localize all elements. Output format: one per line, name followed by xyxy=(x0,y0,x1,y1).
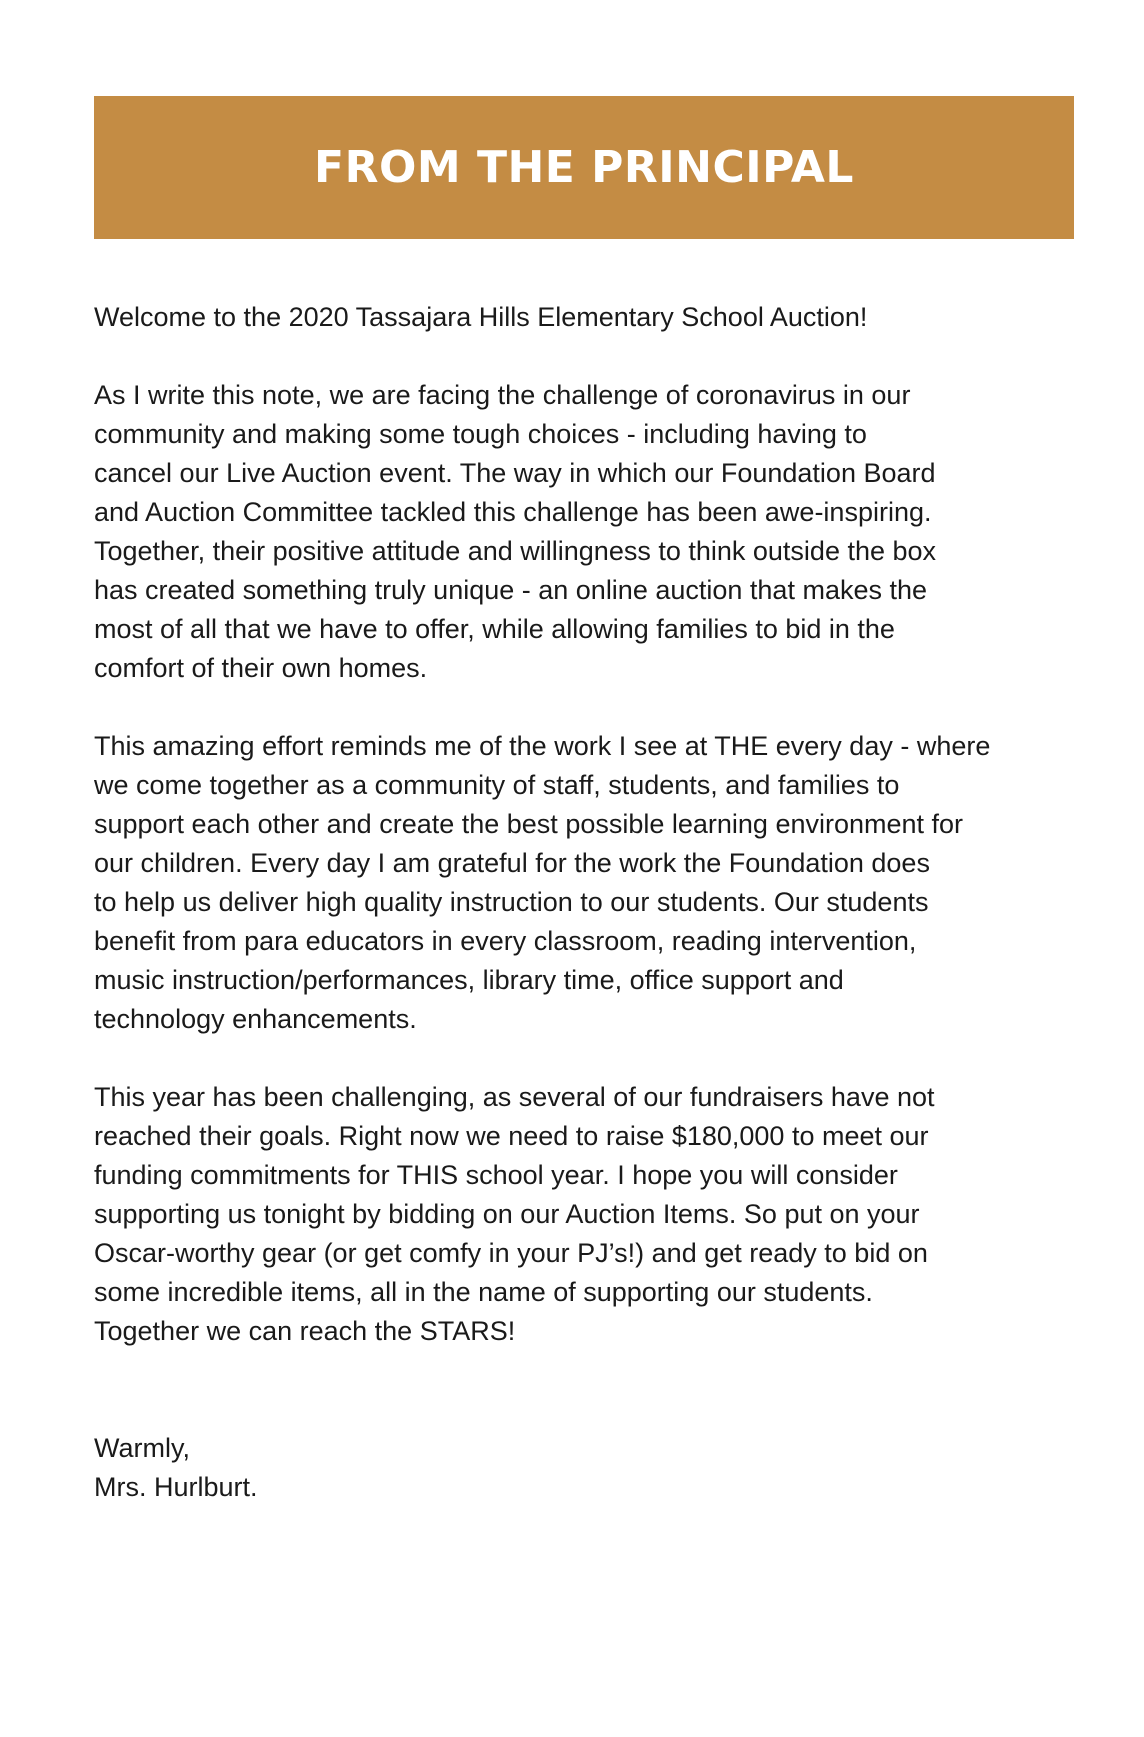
paragraph-line: our children. Every day I am grateful for the work the Foundation does xyxy=(94,848,930,878)
header-banner xyxy=(94,96,1074,239)
paragraph-line: support each other and create the best possible learning environment for xyxy=(94,809,964,839)
paragraph-line: most of all that we have to offer, while allowing families to bid in the xyxy=(94,614,895,644)
paragraph-line: funding commitments for THIS school year. I hope you will consider xyxy=(94,1160,898,1190)
paragraph-line: and Auction Committee tackled this challenge has been awe-inspiring. xyxy=(94,497,932,527)
paragraph-line: reached their goals. Right now we need to raise $180,000 to meet our xyxy=(94,1121,929,1151)
paragraph-line: music instruction/performances, library time, office support and xyxy=(94,965,844,995)
paragraph-line: cancel our Live Auction event. The way in which our Foundation Board xyxy=(94,458,936,488)
letter-body xyxy=(94,298,1074,1507)
greeting-paragraph xyxy=(94,298,1074,337)
paragraph-line: we come together as a community of staff, students, and families to xyxy=(94,770,900,800)
signoff xyxy=(94,1429,1074,1507)
paragraph-2 xyxy=(94,727,1074,1039)
paragraph-line: some incredible items, all in the name of supporting our students. xyxy=(94,1277,873,1307)
page-title: FROM THE PRINCIPAL xyxy=(314,141,854,193)
paragraph-line: This year has been challenging, as several of our fundraisers have not xyxy=(94,1082,935,1112)
greeting-text: Welcome to the 2020 Tassajara Hills Elementary School Auction! xyxy=(94,302,868,332)
paragraph-line: supporting us tonight by bidding on our Auction Items. So put on your xyxy=(94,1199,920,1229)
paragraph-line: has created something truly unique - an online auction that makes the xyxy=(94,575,928,605)
paragraph-line: Together, their positive attitude and willingness to think outside the box xyxy=(94,536,937,566)
paragraph-line: to help us deliver high quality instruction to our students. Our students xyxy=(94,887,929,917)
paragraph-line: This amazing effort reminds me of the work I see at THE every day - where xyxy=(94,731,991,761)
paragraph-3 xyxy=(94,1078,1074,1351)
closing-text: Warmly, xyxy=(94,1433,190,1463)
paragraph-line: community and making some tough choices - including having to xyxy=(94,419,867,449)
paragraph-line: comfort of their own homes. xyxy=(94,653,428,683)
paragraph-line: benefit from para educators in every classroom, reading intervention, xyxy=(94,926,917,956)
paragraph-line: technology enhancements. xyxy=(94,1004,417,1034)
paragraph-line: Together we can reach the STARS! xyxy=(94,1316,516,1346)
paragraph-line: As I write this note, we are facing the challenge of coronavirus in our xyxy=(94,380,911,410)
signature-name: Mrs. Hurlburt. xyxy=(94,1472,258,1502)
paragraph-1 xyxy=(94,376,1074,688)
paragraph-line: Oscar-worthy gear (or get comfy in your PJ’s!) and get ready to bid on xyxy=(94,1238,928,1268)
